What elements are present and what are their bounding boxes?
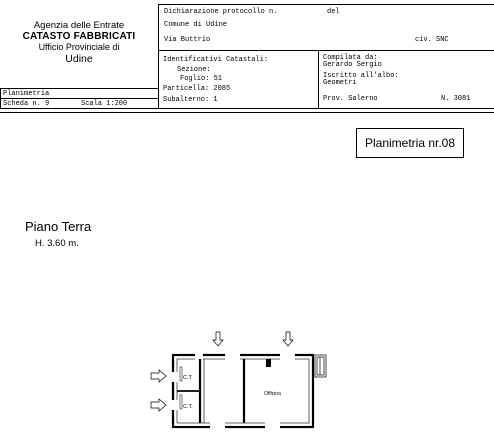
header-left-line [158, 4, 159, 109]
scheda-top-line [0, 88, 158, 89]
floor-plan [140, 325, 340, 437]
scala-label: Scala 1:200 [81, 100, 128, 108]
civ-label: civ. SNC [415, 36, 449, 44]
walls [173, 355, 313, 427]
compiled-label: Compilata da: [323, 54, 378, 62]
entrance-arrow-icon [213, 332, 223, 346]
scheda-left-line [0, 88, 1, 109]
prov-label: Prov. Salerno [323, 95, 378, 103]
protocol-label: Dichiarazione protocollo n. [164, 8, 278, 16]
albo-value: Geometri [323, 79, 357, 87]
agency-name: Agenzia delle Entrate [33, 20, 125, 31]
ufficio-label: Ufficio Provinciale di [38, 42, 120, 52]
albo-label: Iscritto all'albo: [323, 72, 399, 80]
registration-number: N. 3081 [441, 95, 471, 103]
external-vent [315, 355, 326, 377]
sezione-label: Sezione: [177, 66, 211, 74]
planimetria-label: Planimetria [3, 90, 50, 98]
entrance-arrow-icon [151, 370, 166, 382]
cadastral-heading: Identificativi Catastali: [163, 56, 269, 64]
foglio-label: Foglio: 51 [180, 75, 223, 83]
del-label: del [327, 8, 340, 16]
floor-label: Piano Terra [25, 219, 92, 234]
ufficio-city: Udine [65, 53, 93, 65]
address-label: Via Buttrio [164, 36, 211, 44]
header-bottom-line [158, 108, 494, 109]
header-top-line [158, 4, 494, 5]
entrance-arrow-icon [283, 332, 293, 346]
header-mid-line [158, 50, 494, 51]
room-ct-bottom: C.T. [183, 404, 193, 410]
subalterno-label: Subalterno: 1 [163, 96, 218, 104]
compiler-name: Gerardo Sergio [323, 61, 382, 69]
particella-label: Particella: 2085 [163, 85, 231, 93]
height-label: H. 3.60 m. [35, 238, 79, 249]
sheet-bottom-line [0, 112, 494, 113]
plan-title: Planimetria nr.08 [356, 128, 464, 158]
room-officina: Officina [264, 391, 281, 397]
comune-label: Comune di Udine [164, 21, 228, 29]
entrance-arrow-icon [151, 399, 166, 411]
header-divider-line [318, 50, 319, 109]
catasto-title: CATASTO FABBRICATI [22, 31, 136, 42]
agency-block [0, 20, 158, 65]
room-ct-top: C.T. [183, 375, 193, 381]
scheda-number: Scheda n. 9 [3, 100, 50, 108]
